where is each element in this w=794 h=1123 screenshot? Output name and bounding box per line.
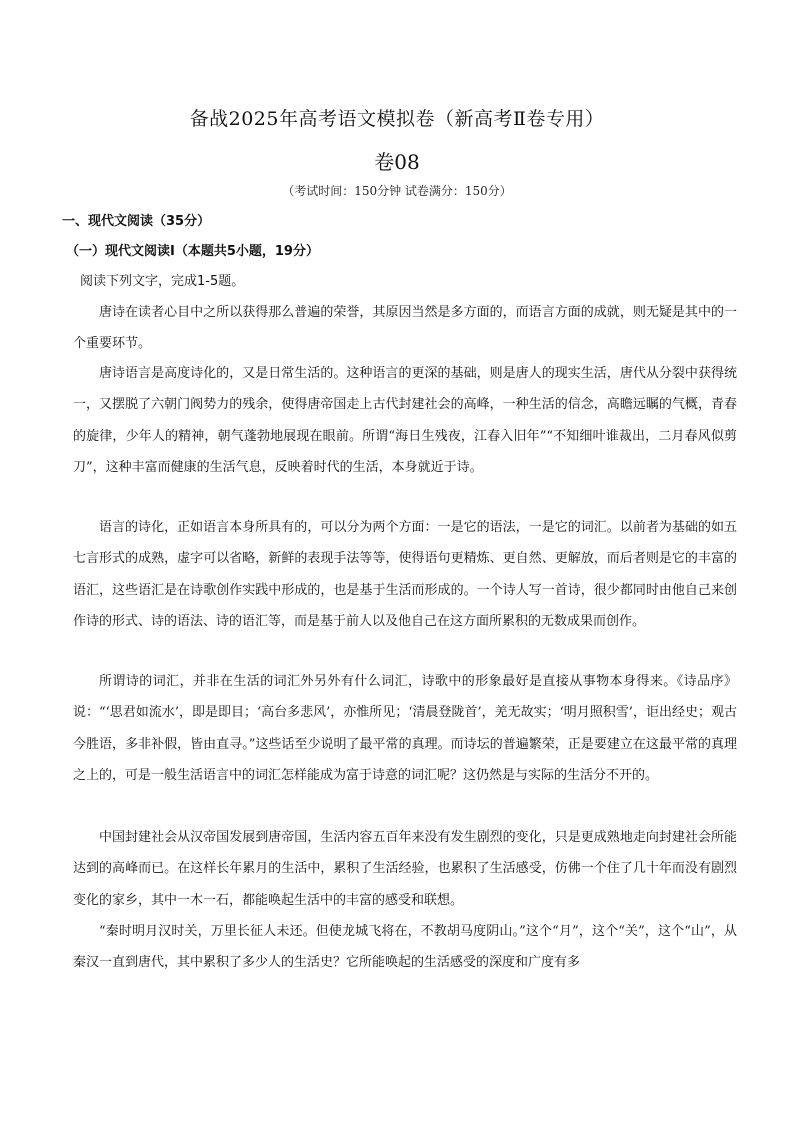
volume-label: 卷08 bbox=[374, 150, 420, 174]
passage-paragraph-5: 中国封建社会从汉帝国发展到唐帝国，生活内容五百年来没有发生剧烈的变化，只是更成熟地走向封建社会所能达到的高峰而已。在这样长年累月的生活中，累积了生活经验，也累积了生活感受，仿佛一个住了几十年而没有剧烈变化的家乡，其中一木一石，都能唤起生活中的丰富的感受和联想。 bbox=[73, 830, 737, 908]
passage-paragraph-2: 唐诗语言是高度诗化的，又是日常生活的。这种语言的更深的基础，则是唐人的现实生活，唐代从分裂中获得统一，又摆脱了六朝门阀势力的残余，使得唐帝国走上古代封建社会的高峰，一种生活的信念，高瞻远瞩的气概，青春的旋律，少年人的精神，朝气蓬勃地展现在眼前。所谓“海日生残夜，江春入旧年”“不知细叶谁裁出，二月春风似剪刀”，这种丰富而健康的生活气息，反映着时代的生活，本身就近于诗。 bbox=[73, 366, 737, 476]
passage-paragraph-1: 唐诗在读者心目中之所以获得那么普遍的荣誉，其原因当然是多方面的，而语言方面的成就，则无疑是其中的一个重要环节。 bbox=[73, 305, 737, 352]
section-heading: 一、现代文阅读（35分） bbox=[62, 214, 211, 229]
exam-info: （考试时间：150分钟 试卷满分：150分） bbox=[282, 184, 512, 198]
passage-paragraph-4: 所谓诗的词汇，并非在生活的词汇外另外有什么词汇，诗歌中的形象最好是直接从事物本身得来。《诗品序》说：“‘思君如流水’，即是即目；‘高台多悲风’，亦惟所见；‘清晨登陇首’，羌无故实；‘明月照积雪’，讵出经史；观古今胜语，多非补假，皆由直寻。”这些话至少说明了最平常的真理。而诗坛的普遍繁荣，正是要建立在这最平常的真理之上的，可是一般生活语言中的词汇怎样能成为富于诗意的词汇呢？这仍然是与实际的生活分不开的。 bbox=[73, 674, 737, 784]
subsection-heading: （一）现代文阅读Ⅰ（本题共5小题，19分） bbox=[66, 244, 319, 259]
document-title: 备战2025年高考语文模拟卷（新高考Ⅱ卷专用） bbox=[189, 108, 605, 130]
reading-instruction: 阅读下列文字，完成1-5题。 bbox=[80, 274, 245, 289]
passage-paragraph-3: 语言的诗化，正如语言本身所具有的，可以分为两个方面：一是它的语法，一是它的词汇。以前者为基础的如五七言形式的成熟，虚字可以省略，新鲜的表现手法等等，使得语句更精炼、更自然、更解放，而后者则是它的丰富的语汇，这些语汇是在诗歌创作实践中形成的，也是基于生活而形成的。一个诗人写一首诗，很少都同时由他自己来创作诗的形式、诗的语法、诗的语汇等，而是基于前人以及他自己在这方面所累积的无数成果而创作。 bbox=[73, 520, 737, 630]
passage-paragraph-6: “秦时明月汉时关，万里长征人未还。但使龙城飞将在，不教胡马度阴山。”这个“月”，这个“关”，这个“山”，从秦汉一直到唐代，其中累积了多少人的生活史？它所能唤起的生活感受的深度和广度有多 bbox=[73, 924, 737, 971]
